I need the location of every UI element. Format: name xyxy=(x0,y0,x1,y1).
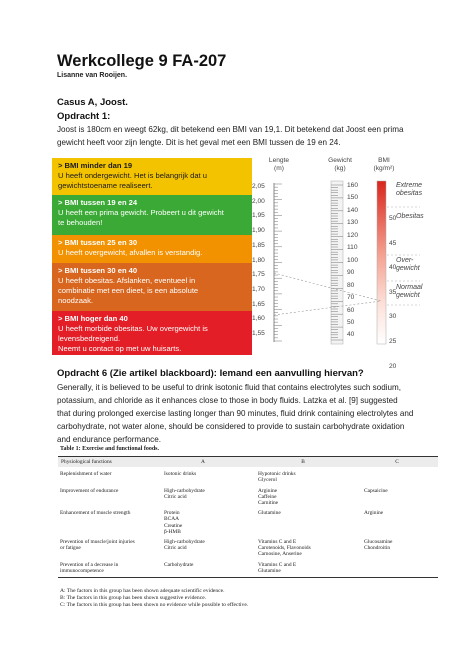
table-cell: Isotonic drinks xyxy=(164,471,197,478)
table-row xyxy=(58,506,438,535)
question-6-heading: Opdracht 6 (Zie artikel blackboard): Iemand een aanvulling hiervan? xyxy=(57,368,364,379)
table-cell: Hypotonic drinks Glycerol xyxy=(258,471,296,484)
table-caption: Table 1: Exercise and functional foods. xyxy=(60,446,160,452)
table-cell: Glucosamine Chondroitin xyxy=(364,539,393,552)
functional-foods-table xyxy=(58,457,438,577)
text-line: that during prolonged exercise lasting longer than 90 minutes, fluid drink containing electrolytes and xyxy=(57,409,414,418)
bmi-axis xyxy=(377,181,386,344)
zone-normal xyxy=(396,284,422,300)
bmi-box-head: > BMI minder dan 19 xyxy=(58,161,133,170)
bmi-box-head: > BMI tussen 19 en 24 xyxy=(58,198,138,207)
tick-label: 140 xyxy=(347,206,359,214)
table-row xyxy=(58,467,438,483)
bmi-nomogram xyxy=(250,155,440,370)
bmi-box-text: noodzaak. xyxy=(58,296,94,305)
bmi-box-morbid xyxy=(52,311,252,355)
page-title: Werkcollege 9 FA-207 xyxy=(57,52,227,70)
tick-label: 1,85 xyxy=(252,241,265,249)
bmi-box-text: U heeft morbide obesitas. Uw overgewicht is xyxy=(58,324,208,333)
tick-label: 30 xyxy=(389,313,397,321)
table-cell: Glutamine xyxy=(258,510,281,517)
table-cell: Replenishment of water xyxy=(60,471,112,478)
table-cell xyxy=(356,467,438,483)
weight-tick-labels xyxy=(347,180,358,342)
tick-label: 1,80 xyxy=(252,256,265,264)
tick-label: 1,95 xyxy=(252,212,265,220)
zone-label: obesitas xyxy=(396,190,423,197)
axis-label: Gewicht xyxy=(328,157,352,164)
bmi-box-head: > BMI hoger dan 40 xyxy=(58,314,128,323)
tick-label: 70 xyxy=(347,294,355,302)
text-line: and endurance performance. xyxy=(57,435,161,444)
tick-label: 60 xyxy=(347,306,355,314)
table-cell: High-carbohydrate Citric acid xyxy=(164,487,205,500)
table-row xyxy=(58,535,438,558)
table-header-row xyxy=(58,457,438,467)
zone-overweight xyxy=(396,257,420,273)
bmi-box-text: U heeft obesitas. Afslanken, eventueel in xyxy=(58,276,196,285)
bmi-box-obese xyxy=(52,263,252,311)
tick-label: 35 xyxy=(389,288,397,296)
footnote: B: The factors in this group has been shown suggestive evidence. xyxy=(60,595,207,601)
tick-label: 1,90 xyxy=(252,227,265,235)
table-cell: Arginine Caffeine Carnitine xyxy=(258,487,279,507)
author-name: Lisanne van Rooijen. xyxy=(57,72,128,79)
bmi-box-text: te behouden! xyxy=(58,218,103,227)
length-tick-labels xyxy=(252,180,265,342)
length-label xyxy=(259,157,299,173)
table-cell: Enhancement of muscle strength xyxy=(60,510,131,517)
tick-label: 1,55 xyxy=(252,330,265,338)
table-header-cell: B xyxy=(301,459,305,465)
tick-label: 100 xyxy=(347,256,359,264)
axis-unit: (m) xyxy=(274,165,284,172)
table-header-cell: A xyxy=(201,459,205,465)
tick-label: 25 xyxy=(389,337,397,345)
table-cell: Improvement of endurance xyxy=(60,487,119,494)
table-footnotes xyxy=(60,588,248,609)
table-cell: Protein BCAA Creatine β-HMB xyxy=(164,510,183,535)
bmi-box-text: U heeft ondergewicht. Het is belangrijk dat u xyxy=(58,171,208,180)
tick-label: 2,00 xyxy=(252,197,265,205)
tick-label: 150 xyxy=(347,194,359,202)
axis-unit: (kg/m²) xyxy=(373,165,395,172)
question-6-text xyxy=(57,381,469,446)
zone-obesity: Obesitas xyxy=(396,213,424,220)
table-cell: Vitamins C and E Glutamine xyxy=(258,561,297,574)
tick-label: 110 xyxy=(347,244,358,252)
bmi-box-text: Neemt u contact op met uw huisarts. xyxy=(58,344,182,353)
table-cell: Prevention of muscle/joint injuries or fatigue xyxy=(60,539,135,552)
table-cell: Prevention of a decrease in immunocompetence xyxy=(60,561,119,574)
bmi-box-text: U heeft een prima gewicht. Probeert u dit gewicht xyxy=(58,208,224,217)
tick-label: 50 xyxy=(389,215,397,222)
table-cell: Capsaicine xyxy=(364,487,388,494)
table-frame xyxy=(58,456,438,578)
tick-label: 160 xyxy=(347,182,359,189)
axis-unit: (kg) xyxy=(334,165,346,172)
bmi-box-underweight xyxy=(52,158,252,195)
weight-label xyxy=(320,157,360,173)
text-line: gewicht heeft voor zijn lengte. Dit is het geval met een BMI tussen de 19 en 24. xyxy=(57,138,341,147)
footnote: A: The factors in this group has been shown adequate scientific evidence. xyxy=(60,588,225,594)
tick-label: 1,60 xyxy=(252,315,265,323)
axis-label: Lengte xyxy=(268,157,290,164)
tick-label: 2,05 xyxy=(252,183,265,190)
bmi-box-text: gewichtstoename realiseert. xyxy=(58,181,153,190)
zone-label: Over- xyxy=(396,257,414,264)
bmi-box-text: combinatie met een dieet, is een absolute xyxy=(58,286,199,295)
reading-line xyxy=(274,301,381,315)
text-line: Joost is 180cm en weegt 62kg, dit betekend een BMI van 19,1. Dit betekend dat Joost een prima xyxy=(57,125,404,134)
table-row xyxy=(58,484,438,507)
tick-label: 1,70 xyxy=(252,285,265,293)
tick-label: 90 xyxy=(347,269,355,277)
question-1-heading: Opdracht 1: xyxy=(57,111,111,122)
tick-label: 45 xyxy=(389,239,397,247)
zone-label: Extreme xyxy=(396,182,423,189)
question-1-text xyxy=(57,123,467,149)
table-header-cell: C xyxy=(395,459,399,465)
tick-label: 40 xyxy=(347,331,355,339)
bmi-box-text: U heeft overgewicht, afvallen is verstandig. xyxy=(58,248,203,257)
tick-label: 20 xyxy=(389,362,397,370)
tick-label: 80 xyxy=(347,281,355,289)
reading-line xyxy=(274,273,381,301)
table-cell xyxy=(356,558,438,577)
table-row xyxy=(58,558,438,577)
case-heading: Casus A, Joost. xyxy=(57,97,128,108)
text-line: potassium, and chloride as it enhances close to those in body fluids. Latzka et al. [9] suggested xyxy=(57,396,398,405)
bmi-box-normal xyxy=(52,195,252,235)
text-line: carbohydrate, not water alone, should be considered to provide to sustain carbohydrate oxidation xyxy=(57,422,405,431)
table-cell: Carbohydrate xyxy=(164,561,194,568)
tick-label: 1,75 xyxy=(252,271,265,279)
zone-label: gewicht xyxy=(396,292,420,299)
zone-label: gewicht xyxy=(396,265,420,272)
zone-label: Normaal xyxy=(396,284,423,291)
bmi-box-head: > BMI tussen 25 en 30 xyxy=(58,238,138,247)
bmi-box-text: levensbedreigend. xyxy=(58,334,121,343)
bmi-box-head: > BMI tussen 30 en 40 xyxy=(58,266,138,275)
table-cell: Arginine xyxy=(364,510,384,517)
tick-label: 1,65 xyxy=(252,300,265,308)
table-cell: High-carbohydrate Citric acid xyxy=(164,539,205,552)
table-header-cell: Physiological functions xyxy=(61,459,112,465)
tick-label: 120 xyxy=(347,231,359,239)
zone-extreme-obesity xyxy=(396,182,422,198)
table-cell: Vitamins C and E Carotenoids, Flavonoids Carnosine, Anserine xyxy=(258,539,311,558)
axis-label: BMI xyxy=(378,157,390,164)
footnote: C: The factors in this group has been shown no evidence while possible to effective. xyxy=(60,602,249,608)
tick-label: 50 xyxy=(347,318,355,326)
bmi-box-overweight xyxy=(52,235,252,263)
text-line: Generally, it is believed to be useful to drink isotonic fluid that contains electrolytes such sodium, xyxy=(57,383,402,392)
tick-label: 40 xyxy=(389,264,397,272)
bmi-label xyxy=(364,157,404,173)
tick-label: 130 xyxy=(347,219,359,227)
